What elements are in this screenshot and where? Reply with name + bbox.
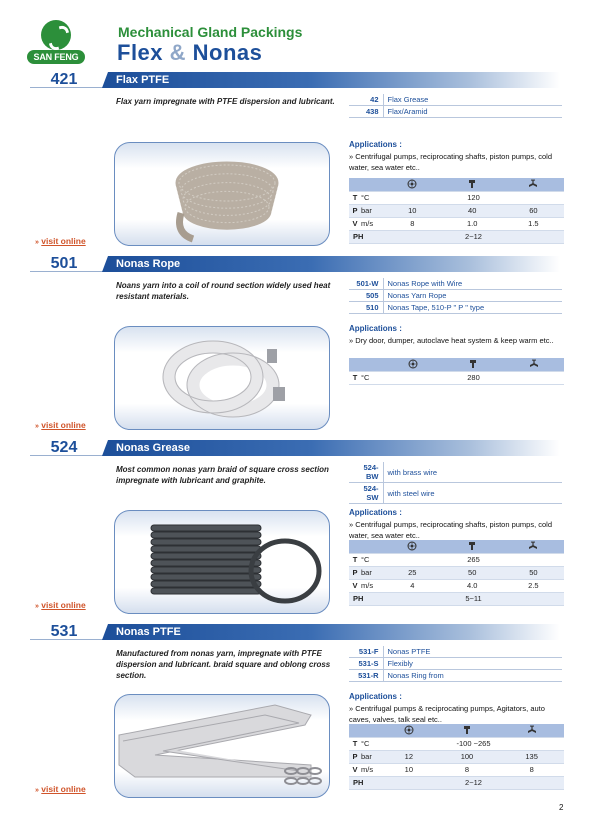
spec-value: 4.0	[442, 579, 503, 592]
reciprocating-pump-icon	[435, 724, 500, 737]
product-code: 501	[50, 255, 78, 272]
spec-row	[349, 776, 564, 789]
title-part-b: Nonas	[192, 40, 263, 65]
product-photo	[114, 142, 330, 246]
spec-row	[349, 204, 564, 217]
applications-text: » Centrifugal pumps, reciprocating shafts, piston pumps, cold water, sea water etc..	[349, 520, 553, 540]
variant-row	[349, 483, 562, 504]
spec-label: T	[349, 191, 361, 204]
variant-code: 531-F	[349, 646, 383, 658]
applications	[349, 324, 564, 346]
applications-title: Applications :	[349, 324, 402, 333]
variant-code: 524-SW	[349, 483, 383, 504]
spec-value: -100 ~265	[383, 737, 564, 750]
product-photo	[114, 510, 330, 614]
spec-value: 50	[442, 566, 503, 579]
spec-unit: m/s	[361, 763, 383, 776]
product-name: Nonas Rope	[116, 258, 181, 270]
title-part-a: Flex	[117, 40, 164, 65]
double-chevron-icon: »	[35, 423, 39, 430]
applications-text: » Centrifugal pumps & reciprocating pumps, Agitators, auto caves, valves, talk seal etc..	[349, 704, 545, 724]
spec-label: T	[349, 737, 361, 750]
spec-row	[349, 230, 564, 243]
rotary-pump-icon	[383, 358, 443, 371]
spec-row	[349, 191, 564, 204]
spec-unit: °C	[361, 737, 383, 750]
spec-label: PH	[349, 230, 383, 243]
variant-row	[349, 290, 562, 302]
applications	[349, 508, 564, 541]
product-code: 421	[50, 71, 78, 88]
logo-text: SAN FENG	[27, 50, 85, 64]
product-description: Flax yarn impregnate with PTFE dispersion and lubricant.	[116, 97, 335, 106]
applications-title: Applications :	[349, 692, 402, 701]
san-feng-logo	[27, 20, 85, 66]
product-code: 524	[50, 439, 78, 456]
reciprocating-pump-icon	[442, 540, 503, 553]
variant-row	[349, 462, 562, 483]
spec-unit: m/s	[361, 217, 383, 230]
variant-code: 510	[349, 302, 383, 314]
variant-code: 531-R	[349, 670, 383, 682]
reciprocating-pump-icon	[442, 178, 503, 191]
spec-row	[349, 566, 564, 579]
section-title-band	[108, 72, 560, 88]
variant-row	[349, 670, 562, 682]
applications-text: » Centrifugal pumps, reciprocating shafts, piston pumps, cold water, sea water etc..	[349, 152, 553, 172]
applications-title: Applications :	[349, 140, 402, 149]
rotary-pump-icon	[383, 178, 442, 191]
variant-name: Nonas Ring from	[383, 670, 562, 682]
product-code: 531	[50, 623, 78, 640]
visit-online-label[interactable]: visit online	[41, 784, 86, 794]
spec-table	[349, 358, 564, 385]
variant-code: 42	[349, 94, 383, 106]
spec-unit: °C	[361, 553, 383, 566]
applications	[349, 692, 564, 725]
variant-name: with steel wire	[383, 483, 562, 504]
logo-mark-icon	[41, 20, 71, 50]
spec-table	[349, 724, 564, 790]
spec-label: V	[349, 217, 361, 230]
variant-row	[349, 658, 562, 670]
spec-label: PH	[349, 776, 383, 789]
visit-online-link[interactable]	[35, 600, 86, 610]
variant-code: 505	[349, 290, 383, 302]
applications-title: Applications :	[349, 508, 402, 517]
variant-name: with brass wire	[383, 462, 562, 483]
variants-table	[349, 94, 562, 118]
spec-header-row	[349, 358, 564, 371]
valve-icon	[499, 724, 564, 737]
rotary-pump-icon	[383, 724, 435, 737]
variant-row	[349, 94, 562, 106]
valve-icon	[503, 540, 564, 553]
product-photo	[114, 694, 330, 798]
visit-online-label[interactable]: visit online	[41, 420, 86, 430]
variant-row	[349, 106, 562, 118]
spec-value: 265	[383, 553, 564, 566]
spec-value: 10	[383, 204, 442, 217]
spec-value: 8	[435, 763, 500, 776]
spec-value: 2~12	[383, 230, 564, 243]
variant-name: Nonas Rope with Wire	[383, 278, 562, 290]
visit-online-link[interactable]	[35, 236, 86, 246]
spec-table	[349, 178, 564, 244]
spec-row	[349, 737, 564, 750]
spec-row	[349, 553, 564, 566]
title-ampersand: &	[169, 40, 187, 65]
variants-table	[349, 462, 562, 504]
spec-row	[349, 750, 564, 763]
variant-row	[349, 302, 562, 314]
spec-unit: °C	[361, 371, 383, 384]
spec-header-row	[349, 178, 564, 191]
spec-value: 1.5	[503, 217, 564, 230]
spec-value: 4	[383, 579, 442, 592]
spec-value: 8	[383, 217, 442, 230]
applications	[349, 140, 564, 173]
visit-online-link[interactable]	[35, 784, 86, 794]
spec-unit: °C	[361, 191, 383, 204]
spec-value: 135	[499, 750, 564, 763]
catalog-subtitle: Mechanical Gland Packings	[118, 24, 303, 40]
product-description: Most common nonas yarn braid of square cross section impregnate with lubricant and graphite.	[116, 465, 329, 485]
spec-unit: bar	[361, 204, 383, 217]
double-chevron-icon: »	[35, 787, 39, 794]
spec-row	[349, 371, 564, 384]
spec-value: 2~12	[383, 776, 564, 789]
spec-label: T	[349, 553, 361, 566]
product-name: Flax PTFE	[116, 74, 170, 86]
spec-table	[349, 540, 564, 606]
valve-icon	[503, 178, 564, 191]
spec-value: 50	[503, 566, 564, 579]
spec-value: 40	[442, 204, 503, 217]
spec-label: V	[349, 579, 361, 592]
double-chevron-icon: »	[35, 603, 39, 610]
product-description: Manufactured from nonas yarn, impregnate with PTFE dispersion and lubricant. braid square and oblong cross section.	[116, 649, 331, 680]
applications-text: » Dry door, dumper, autoclave heat system & keep warm etc..	[349, 336, 554, 345]
visit-online-link[interactable]	[35, 420, 86, 430]
spec-row	[349, 579, 564, 592]
catalog-title	[117, 40, 262, 66]
variant-name: Flax/Aramid	[383, 106, 562, 118]
spec-label: P	[349, 204, 361, 217]
spec-value: 280	[383, 371, 564, 384]
spec-value: 12	[383, 750, 435, 763]
spec-header-row	[349, 540, 564, 553]
spec-unit: bar	[361, 750, 383, 763]
spec-header-row	[349, 724, 564, 737]
product-name: Nonas PTFE	[116, 626, 181, 638]
variant-name: Flexibly	[383, 658, 562, 670]
product-name: Nonas Grease	[116, 442, 190, 454]
spec-row	[349, 763, 564, 776]
product-photo	[114, 326, 330, 430]
spec-value: 8	[499, 763, 564, 776]
variant-name: Nonas PTFE	[383, 646, 562, 658]
spec-value: 25	[383, 566, 442, 579]
valve-icon	[504, 358, 564, 371]
variant-name: Flax Grease	[383, 94, 562, 106]
spec-row	[349, 592, 564, 605]
variants-table	[349, 646, 562, 682]
spec-value: 10	[383, 763, 435, 776]
variant-row	[349, 646, 562, 658]
page-header	[0, 0, 590, 70]
variant-code: 524-BW	[349, 462, 383, 483]
spec-unit: m/s	[361, 579, 383, 592]
rotary-pump-icon	[383, 540, 442, 553]
spec-value: 5~11	[383, 592, 564, 605]
variant-code: 501-W	[349, 278, 383, 290]
variant-row	[349, 278, 562, 290]
spec-value: 60	[503, 204, 564, 217]
variant-name: Nonas Yarn Rope	[383, 290, 562, 302]
visit-online-label[interactable]: visit online	[41, 236, 86, 246]
spec-label: PH	[349, 592, 383, 605]
visit-online-label[interactable]: visit online	[41, 600, 86, 610]
spec-value: 100	[435, 750, 500, 763]
spec-value: 120	[383, 191, 564, 204]
spec-value: 2.5	[503, 579, 564, 592]
variant-name: Nonas Tape, 510-P " P " type	[383, 302, 562, 314]
spec-value: 1.0	[442, 217, 503, 230]
variant-code: 438	[349, 106, 383, 118]
variants-table	[349, 278, 562, 314]
spec-label: V	[349, 763, 361, 776]
spec-label: P	[349, 750, 361, 763]
page-number: 2	[559, 803, 564, 812]
variant-code: 531-S	[349, 658, 383, 670]
reciprocating-pump-icon	[443, 358, 503, 371]
double-chevron-icon: »	[35, 239, 39, 246]
product-description: Noans yarn into a coil of round section widely used heat resistant materials.	[116, 281, 331, 301]
spec-row	[349, 217, 564, 230]
spec-label: T	[349, 371, 361, 384]
spec-unit: bar	[361, 566, 383, 579]
spec-label: P	[349, 566, 361, 579]
